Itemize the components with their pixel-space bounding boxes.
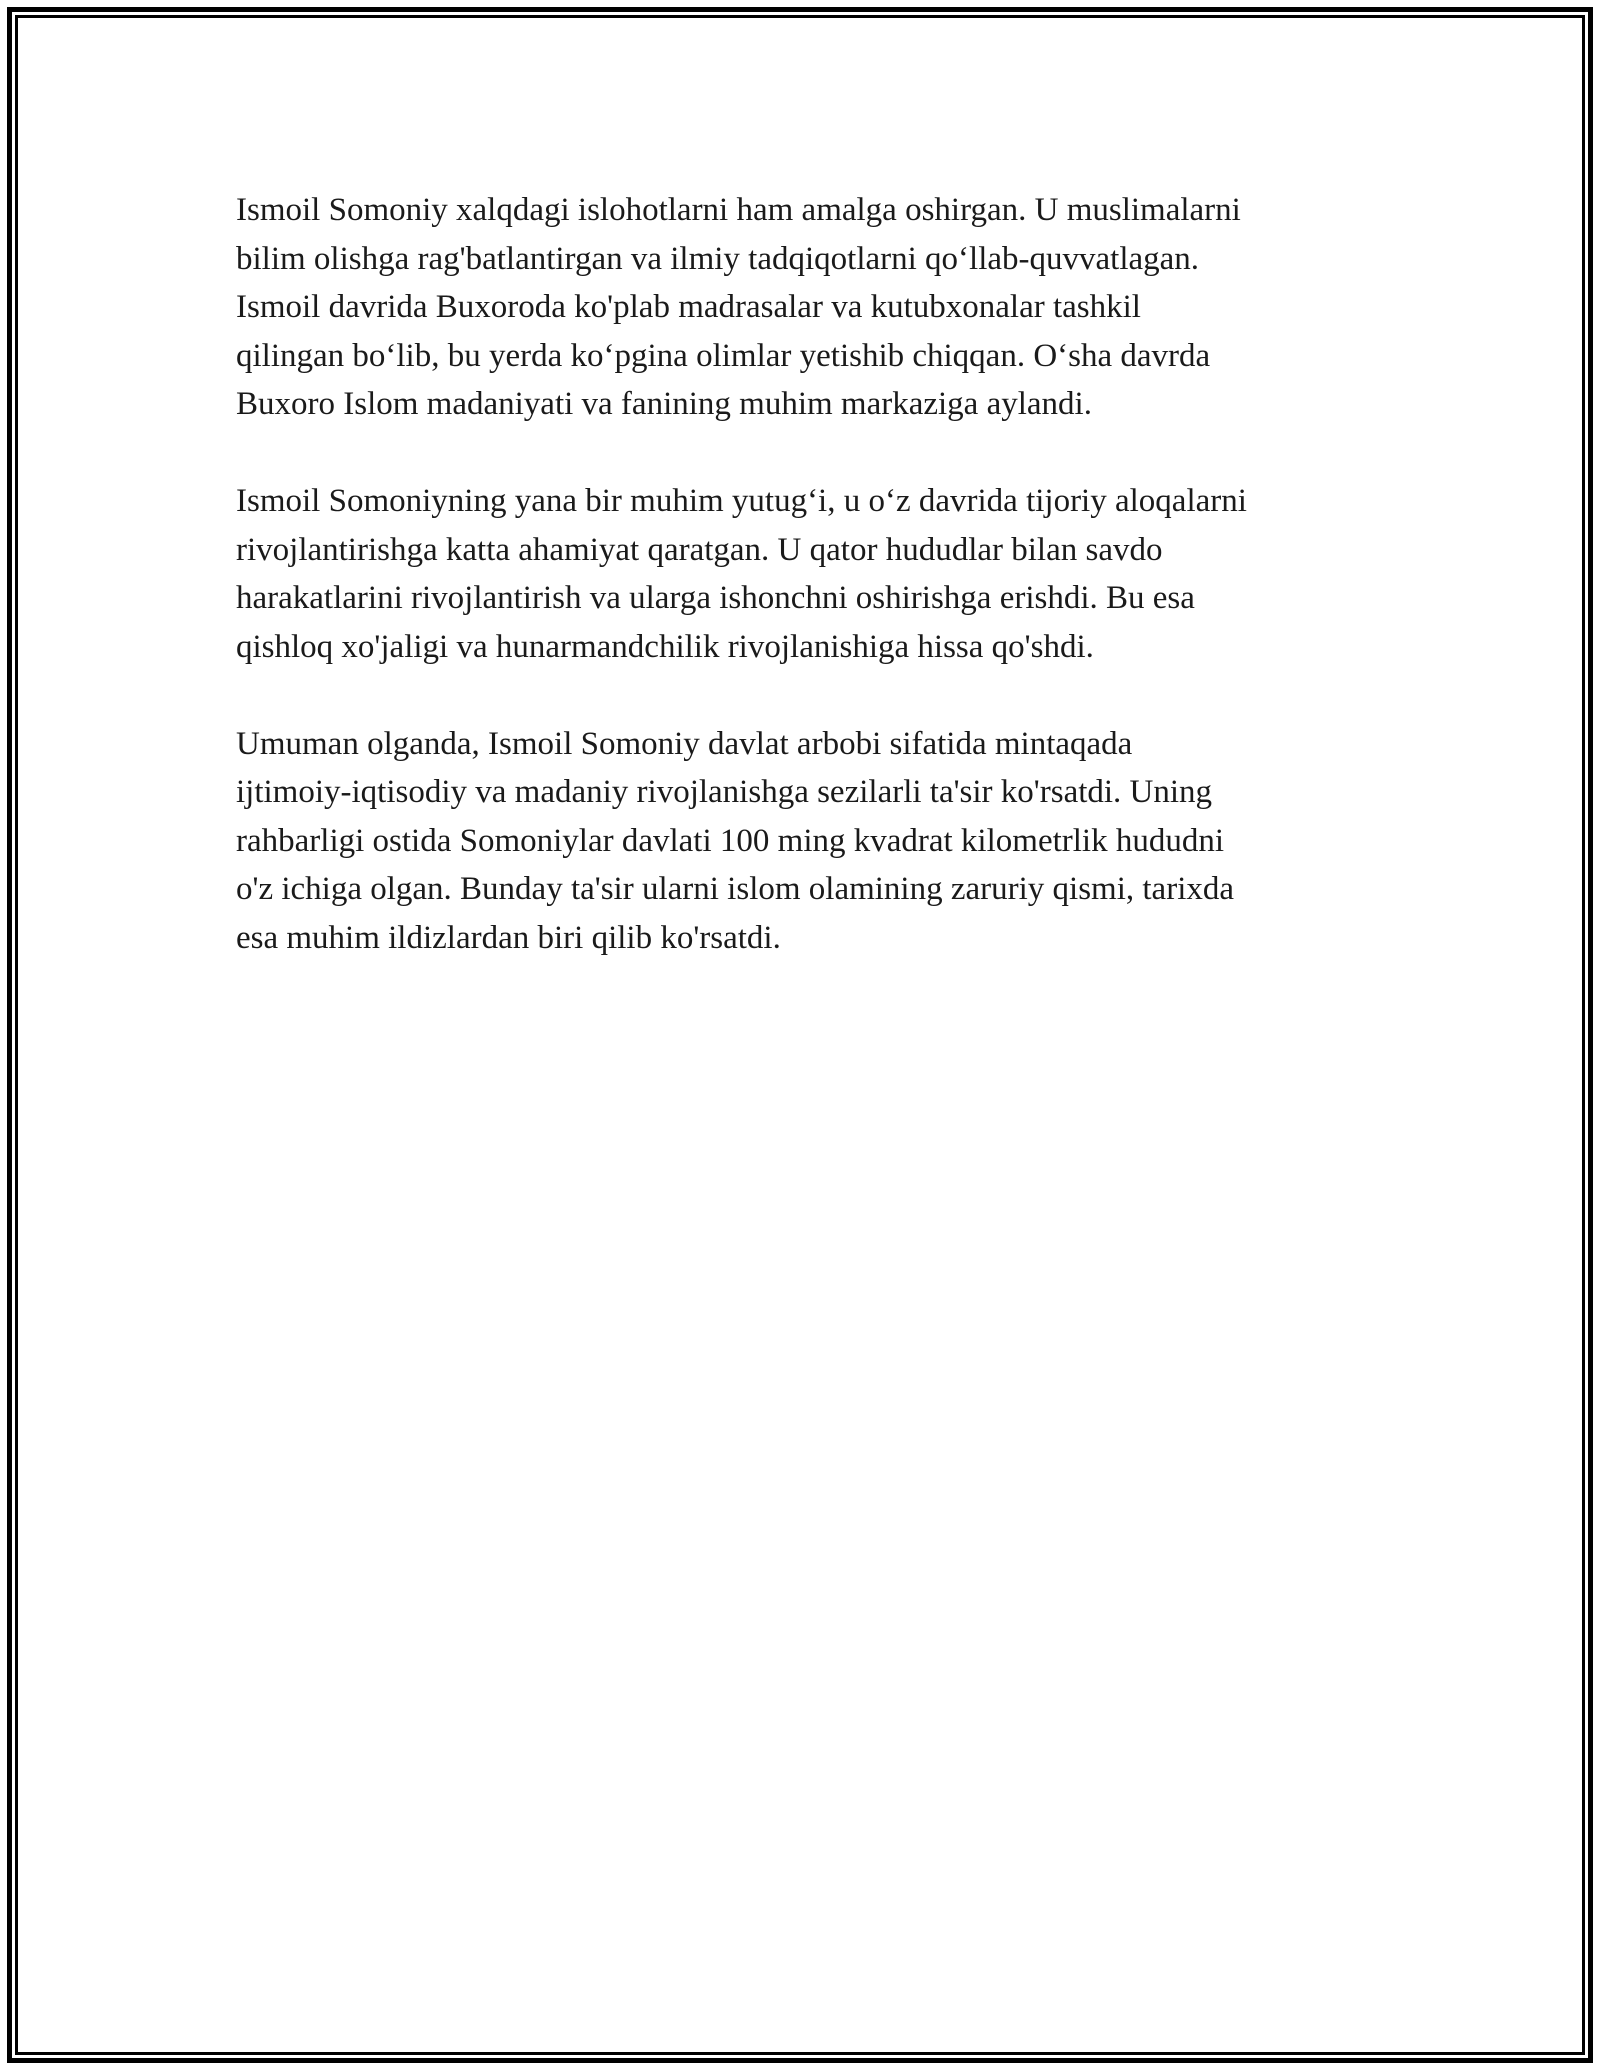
text-line: o'z ichiga olgan. Bunday ta'sir ularni islom olamining zaruriy qismi, tarixda — [236, 871, 1235, 907]
text-line: rahbarligi ostida Somoniylar davlati 100 ming kvadrat kilometrlik hududni — [236, 822, 1225, 859]
text-line: esa muhim ildizlardan biri qilib ko'rsatdi. — [236, 919, 781, 956]
text-line: Buxoro Islom madaniyati va fanining muhim markaziga aylandi. — [236, 386, 1092, 422]
text-line: harakatlarini rivojlantirish va ularga ishonchni oshirishga erishdi. Bu esa — [236, 580, 1195, 616]
text-line: Ismoil Somoniy xalqdagi islohotlarni ham amalga oshirgan. U muslimalarni — [236, 192, 1241, 228]
text-line: Umuman olganda, Ismoil Somoniy davlat arbobi sifatida mintaqada — [236, 725, 1133, 762]
text-line: Ismoil davrida Buxoroda ko'plab madrasalar va kutubxonalar tashkil — [236, 289, 1141, 325]
text-line: rivojlantirishga katta ahamiyat qaratgan. U qator hududlar bilan savdo — [236, 531, 1163, 568]
paragraph-2 — [236, 477, 1386, 671]
paragraph-3 — [236, 720, 1386, 963]
text-line: ijtimoiy-iqtisodiy va madaniy rivojlanishga sezilarli ta'sir ko'rsatdi. Uning — [236, 774, 1213, 810]
text-line: bilim olishga rag'batlantirgan va ilmiy tadqiqotlarni qo‘llab-quvvatlagan. — [236, 240, 1200, 277]
text-line: qishloq xo'jaligi va hunarmandchilik rivojlanishiga hissa qo'shdi. — [236, 628, 1094, 665]
paragraph-1 — [236, 186, 1386, 429]
text-line: qilingan bo‘lib, bu yerda ko‘pgina olimlar yetishib chiqqan. O‘sha davrda — [236, 337, 1211, 374]
text-line: Ismoil Somoniyning yana bir muhim yutug‘i, u o‘z davrida tijoriy aloqalarni — [236, 483, 1247, 519]
document-body — [236, 186, 1386, 1011]
